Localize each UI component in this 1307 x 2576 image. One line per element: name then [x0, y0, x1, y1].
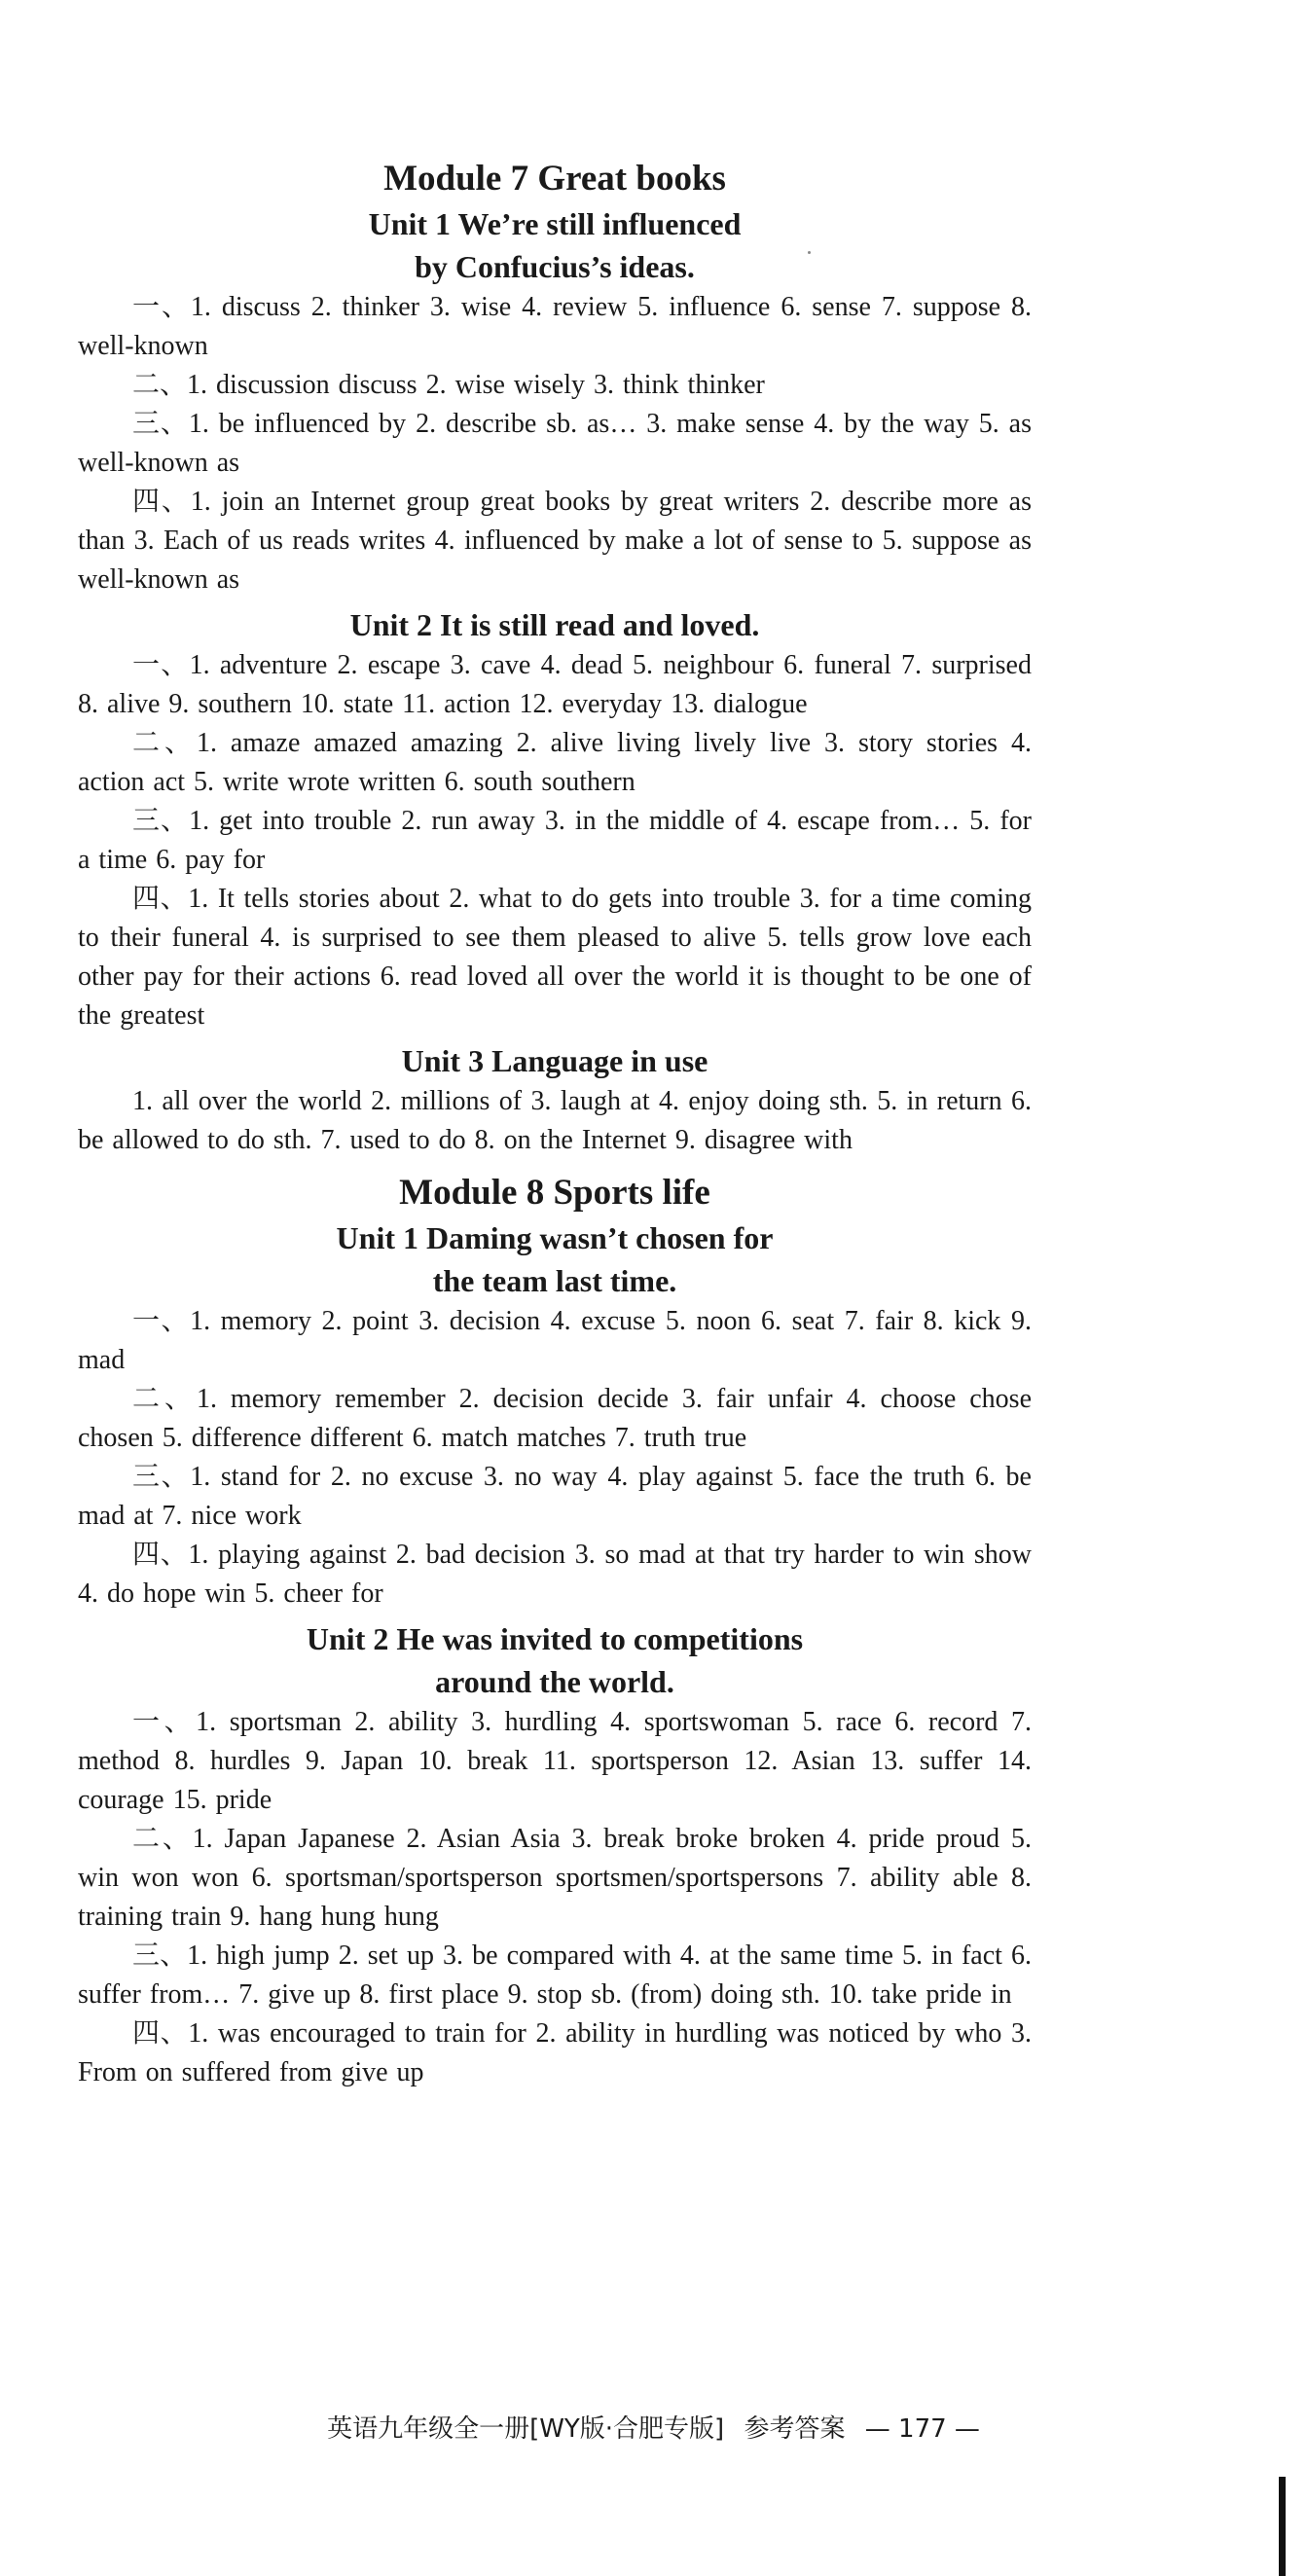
answer-page	[78, 156, 1032, 2092]
answer-section-4: 四、1. playing against 2. bad decision 3. so mad at that try harder to win show 4. do hope win 5. cheer for	[78, 1540, 1032, 1609]
answer-section-4: 四、1. join an Internet group great books by great writers 2. describe more as than 3. Each of us reads writes 4. influenced by make a lot of sense to 5. suppose as well-known as	[78, 487, 1032, 595]
module7-unit2	[78, 603, 1032, 1035]
unit-title-cont: the team last time.	[432, 1263, 677, 1298]
unit-title-cont: by Confucius’s ideas.	[415, 249, 695, 284]
answer-section-2: 二、1. memory remember 2. decision decide 3. fair unfair 4. choose chose chosen 5. difference different 6. match matches 7. truth true	[78, 1384, 1032, 1453]
module-7	[78, 156, 1032, 1160]
module7-unit3	[78, 1039, 1032, 1160]
answer-section-1: 一、1. discuss 2. thinker 3. wise 4. review 5. influence 6. sense 7. suppose 8. well-known	[78, 292, 1032, 361]
page-number: — 177 —	[864, 2414, 980, 2444]
answer-section-3: 三、1. stand for 2. no excuse 3. no way 4. play against 5. face the truth 6. be mad at 7. nice work	[78, 1462, 1032, 1531]
answer-section-1: 一、1. adventure 2. escape 3. cave 4. dead 5. neighbour 6. funeral 7. surprised 8. alive 9. southern 10. state 11. action 12. everyday 13. dialogue	[78, 650, 1032, 719]
module8-unit2	[78, 1617, 1032, 2092]
answer-section-2: 二、1. discussion discuss 2. wise wisely 3. think thinker	[132, 370, 765, 400]
answer-section-4: 四、1. It tells stories about 2. what to do gets into trouble 3. for a time coming to their funeral 4. is surprised to see them pleased to alive 5. tells grow love each other pay for their actions 6. read loved all over the world it is thought to be one of the greatest	[78, 884, 1032, 1031]
answer-section-3: 三、1. be influenced by 2. describe sb. as… 3. make sense 4. by the way 5. as well-known as	[78, 409, 1032, 478]
unit-title: Unit 3 Language in use	[401, 1043, 708, 1078]
module8-unit1	[78, 1216, 1032, 1614]
module-8	[78, 1170, 1032, 2092]
answer-section-2: 二、1. Japan Japanese 2. Asian Asia 3. break broke broken 4. pride proud 5. win won won 6. sportsman/sportsperson sportsmen/sportspersons 7. ability able 8. training train 9. hang hung hung	[78, 1824, 1032, 1932]
module7-unit1	[78, 202, 1032, 599]
unit-title: Unit 2 He was invited to competitions	[306, 1621, 804, 1656]
answer-section-1: 1. all over the world 2. millions of 3. laugh at 4. enjoy doing sth. 5. in return 6. be allowed to do sth. 7. used to do 8. on the Internet 9. disagree with	[78, 1086, 1032, 1155]
answer-section-1: 一、1. memory 2. point 3. decision 4. excuse 5. noon 6. seat 7. fair 8. kick 9. mad	[78, 1306, 1032, 1375]
module-title: Module 7 Great books	[383, 159, 726, 199]
page-footer	[0, 2410, 1307, 2449]
answer-section-3: 三、1. get into trouble 2. run away 3. in the middle of 4. escape from… 5. for a time 6. pay for	[78, 806, 1032, 875]
unit-title: Unit 1 Daming wasn’t chosen for	[336, 1220, 774, 1255]
book-title: 英语九年级全一册[WY版·合肥专版]	[327, 2414, 725, 2444]
unit-title-cont: around the world.	[435, 1664, 674, 1699]
page-edge-mark	[1279, 2477, 1286, 2576]
unit-title: Unit 1 We’re still influenced	[368, 206, 742, 241]
section-label: 参考答案	[744, 2414, 846, 2444]
answer-section-3: 三、1. high jump 2. set up 3. be compared with 4. at the same time 5. in fact 6. suffer from… 7. give up 8. first place 9. stop sb. (from) doing sth. 10. take pride in	[78, 1941, 1032, 2010]
answer-section-4: 四、1. was encouraged to train for 2. ability in hurdling was noticed by who 3. From on suffered from give up	[78, 2018, 1032, 2087]
unit-title: Unit 2 It is still read and loved.	[349, 607, 760, 642]
answer-section-1: 一、1. sportsman 2. ability 3. hurdling 4. sportswoman 5. race 6. record 7. method 8. hurdles 9. Japan 10. break 11. sportsperson 12. Asian 13. suffer 14. courage 15. pride	[78, 1707, 1032, 1815]
answer-section-2: 二、1. amaze amazed amazing 2. alive living lively live 3. story stories 4. action act 5. write wrote written 6. south southern	[78, 728, 1032, 797]
module-title: Module 8 Sports life	[399, 1173, 710, 1213]
